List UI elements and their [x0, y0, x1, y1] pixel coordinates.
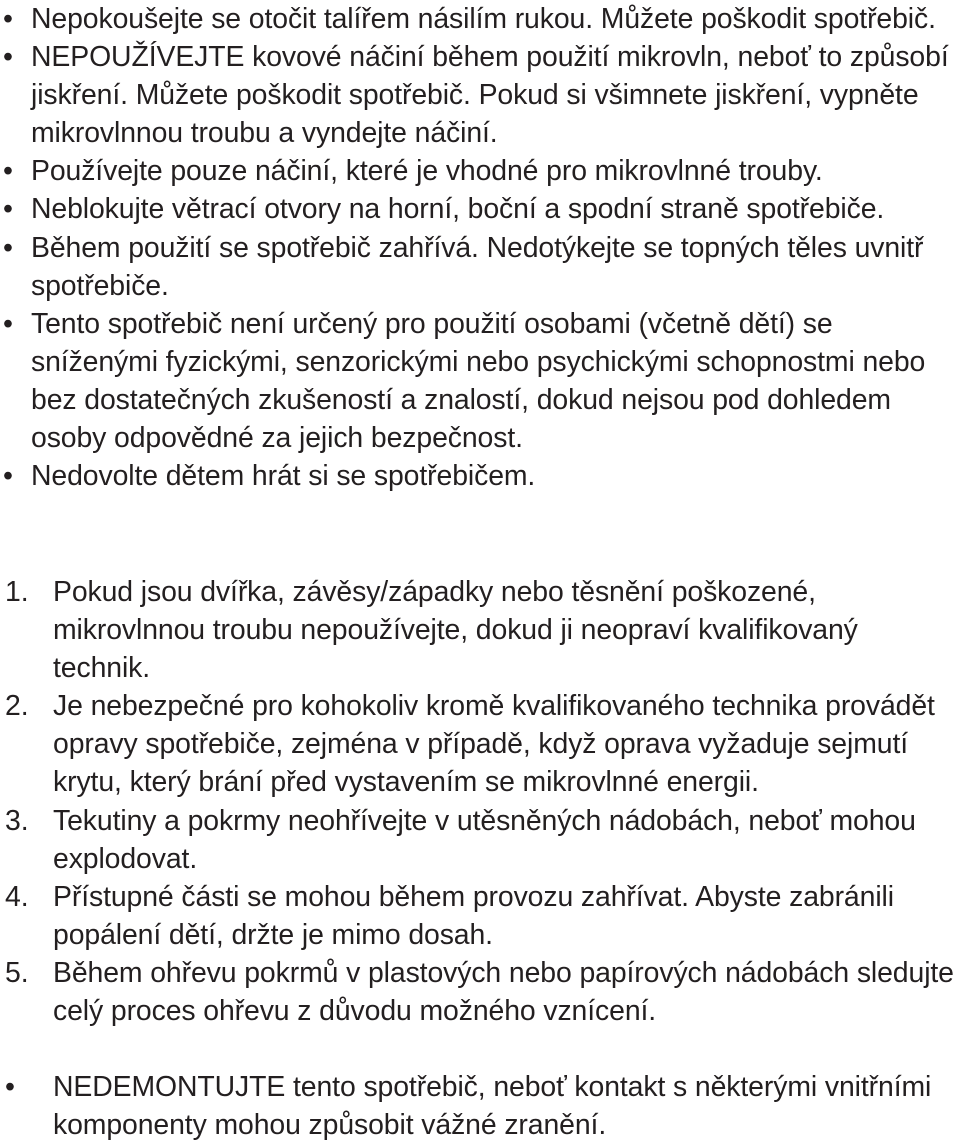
- safety-bullet-text: Během použití se spotřebič zahřívá. Nedotýkejte se topných těles uvnitř spotřebiče.: [31, 231, 924, 302]
- closing-bullet-item: [0, 1068, 960, 1144]
- safety-bullet-text: Neblokujte větrací otvory na horní, boční a spodní straně spotřebiče.: [31, 193, 885, 226]
- bullet-marker: •: [3, 193, 13, 226]
- numbered-item-text: Přístupné části se mohou během provozu zahřívat. Abyste zabránili popálení dětí, držte je mimo dosah.: [53, 880, 894, 951]
- safety-bullet-item: [0, 152, 960, 190]
- closing-bullet-text: NEDEMONTUJTE tento spotřebič, neboť kontakt s některými vnitřními komponenty mohou způsobit vážné zranění.: [53, 1071, 932, 1142]
- bullet-marker: •: [3, 155, 13, 188]
- safety-bullet-text: Používejte pouze náčiní, které je vhodné pro mikrovlnné trouby.: [31, 155, 823, 188]
- item-number: 5.: [5, 956, 29, 989]
- safety-bullet-item: [0, 38, 960, 152]
- bullet-marker: •: [3, 460, 13, 493]
- numbered-item: [0, 954, 960, 1030]
- numbered-item-text: Tekutiny a pokrmy neohřívejte v utěsněných nádobách, neboť mohou explodovat.: [53, 804, 916, 875]
- safety-bullet-item: [0, 229, 960, 305]
- numbered-item: [0, 687, 960, 801]
- numbered-item-text: Je nebezpečné pro kohokoliv kromě kvalifikovaného technika provádět opravy spotřebiče, zejména v případě, když oprava vyžaduje sejmutí krytu, který brání před vystavením se mikrovlnné energii.: [53, 690, 935, 799]
- numbered-item-text: Pokud jsou dvířka, závěsy/západky nebo těsnění poškozené, mikrovlnnou troubu nepoužívejte, dokud ji neopraví kvalifikovaný technik.: [53, 576, 858, 685]
- numbered-item: [0, 878, 960, 954]
- item-number: 3.: [5, 804, 29, 837]
- safety-bullet-text: Nepokoušejte se otočit talířem násilím rukou. Můžete poškodit spotřebič.: [31, 3, 936, 35]
- numbered-item-text: Během ohřevu pokrmů v plastových nebo papírových nádobách sledujte celý proces ohřevu z důvodu možného vznícení.: [53, 956, 954, 1028]
- numbered-item: [0, 802, 960, 878]
- bullet-marker: •: [3, 3, 13, 35]
- safety-bullet-text: Nedovolte dětem hrát si se spotřebičem.: [31, 460, 536, 493]
- safety-bullet-list: [0, 0, 960, 495]
- item-number: 2.: [5, 690, 29, 723]
- safety-bullet-item: [0, 0, 960, 38]
- item-number: 4.: [5, 880, 29, 913]
- bullet-marker: •: [5, 1071, 15, 1103]
- closing-bullet-list: [0, 1068, 960, 1144]
- numbered-item: [0, 573, 960, 687]
- bullet-marker: •: [3, 231, 13, 264]
- numbered-safety-list: [0, 573, 960, 1030]
- safety-bullet-item: [0, 457, 960, 495]
- item-number: 1.: [5, 576, 29, 608]
- bullet-marker: •: [3, 41, 13, 74]
- safety-bullet-item: [0, 305, 960, 457]
- safety-bullet-item: [0, 190, 960, 228]
- safety-bullet-text: Tento spotřebič není určený pro použití osobami (včetně dětí) se sníženými fyzickými, senzorickými nebo psychickými schopnostmi nebo bez dostatečných zkušeností a znalostí, dokud nejsou pod dohledem osoby odpovědné za jejich bezpečnost.: [31, 307, 926, 455]
- safety-bullet-text: NEPOUŽÍVEJTE kovové náčiní během použití mikrovln, neboť to způsobí jiskření. Můžete poškodit spotřebič. Pokud si všimnete jiskření, vypněte mikrovlnnou troubu a vyndejte náčiní.: [31, 41, 949, 150]
- bullet-marker: •: [3, 307, 13, 340]
